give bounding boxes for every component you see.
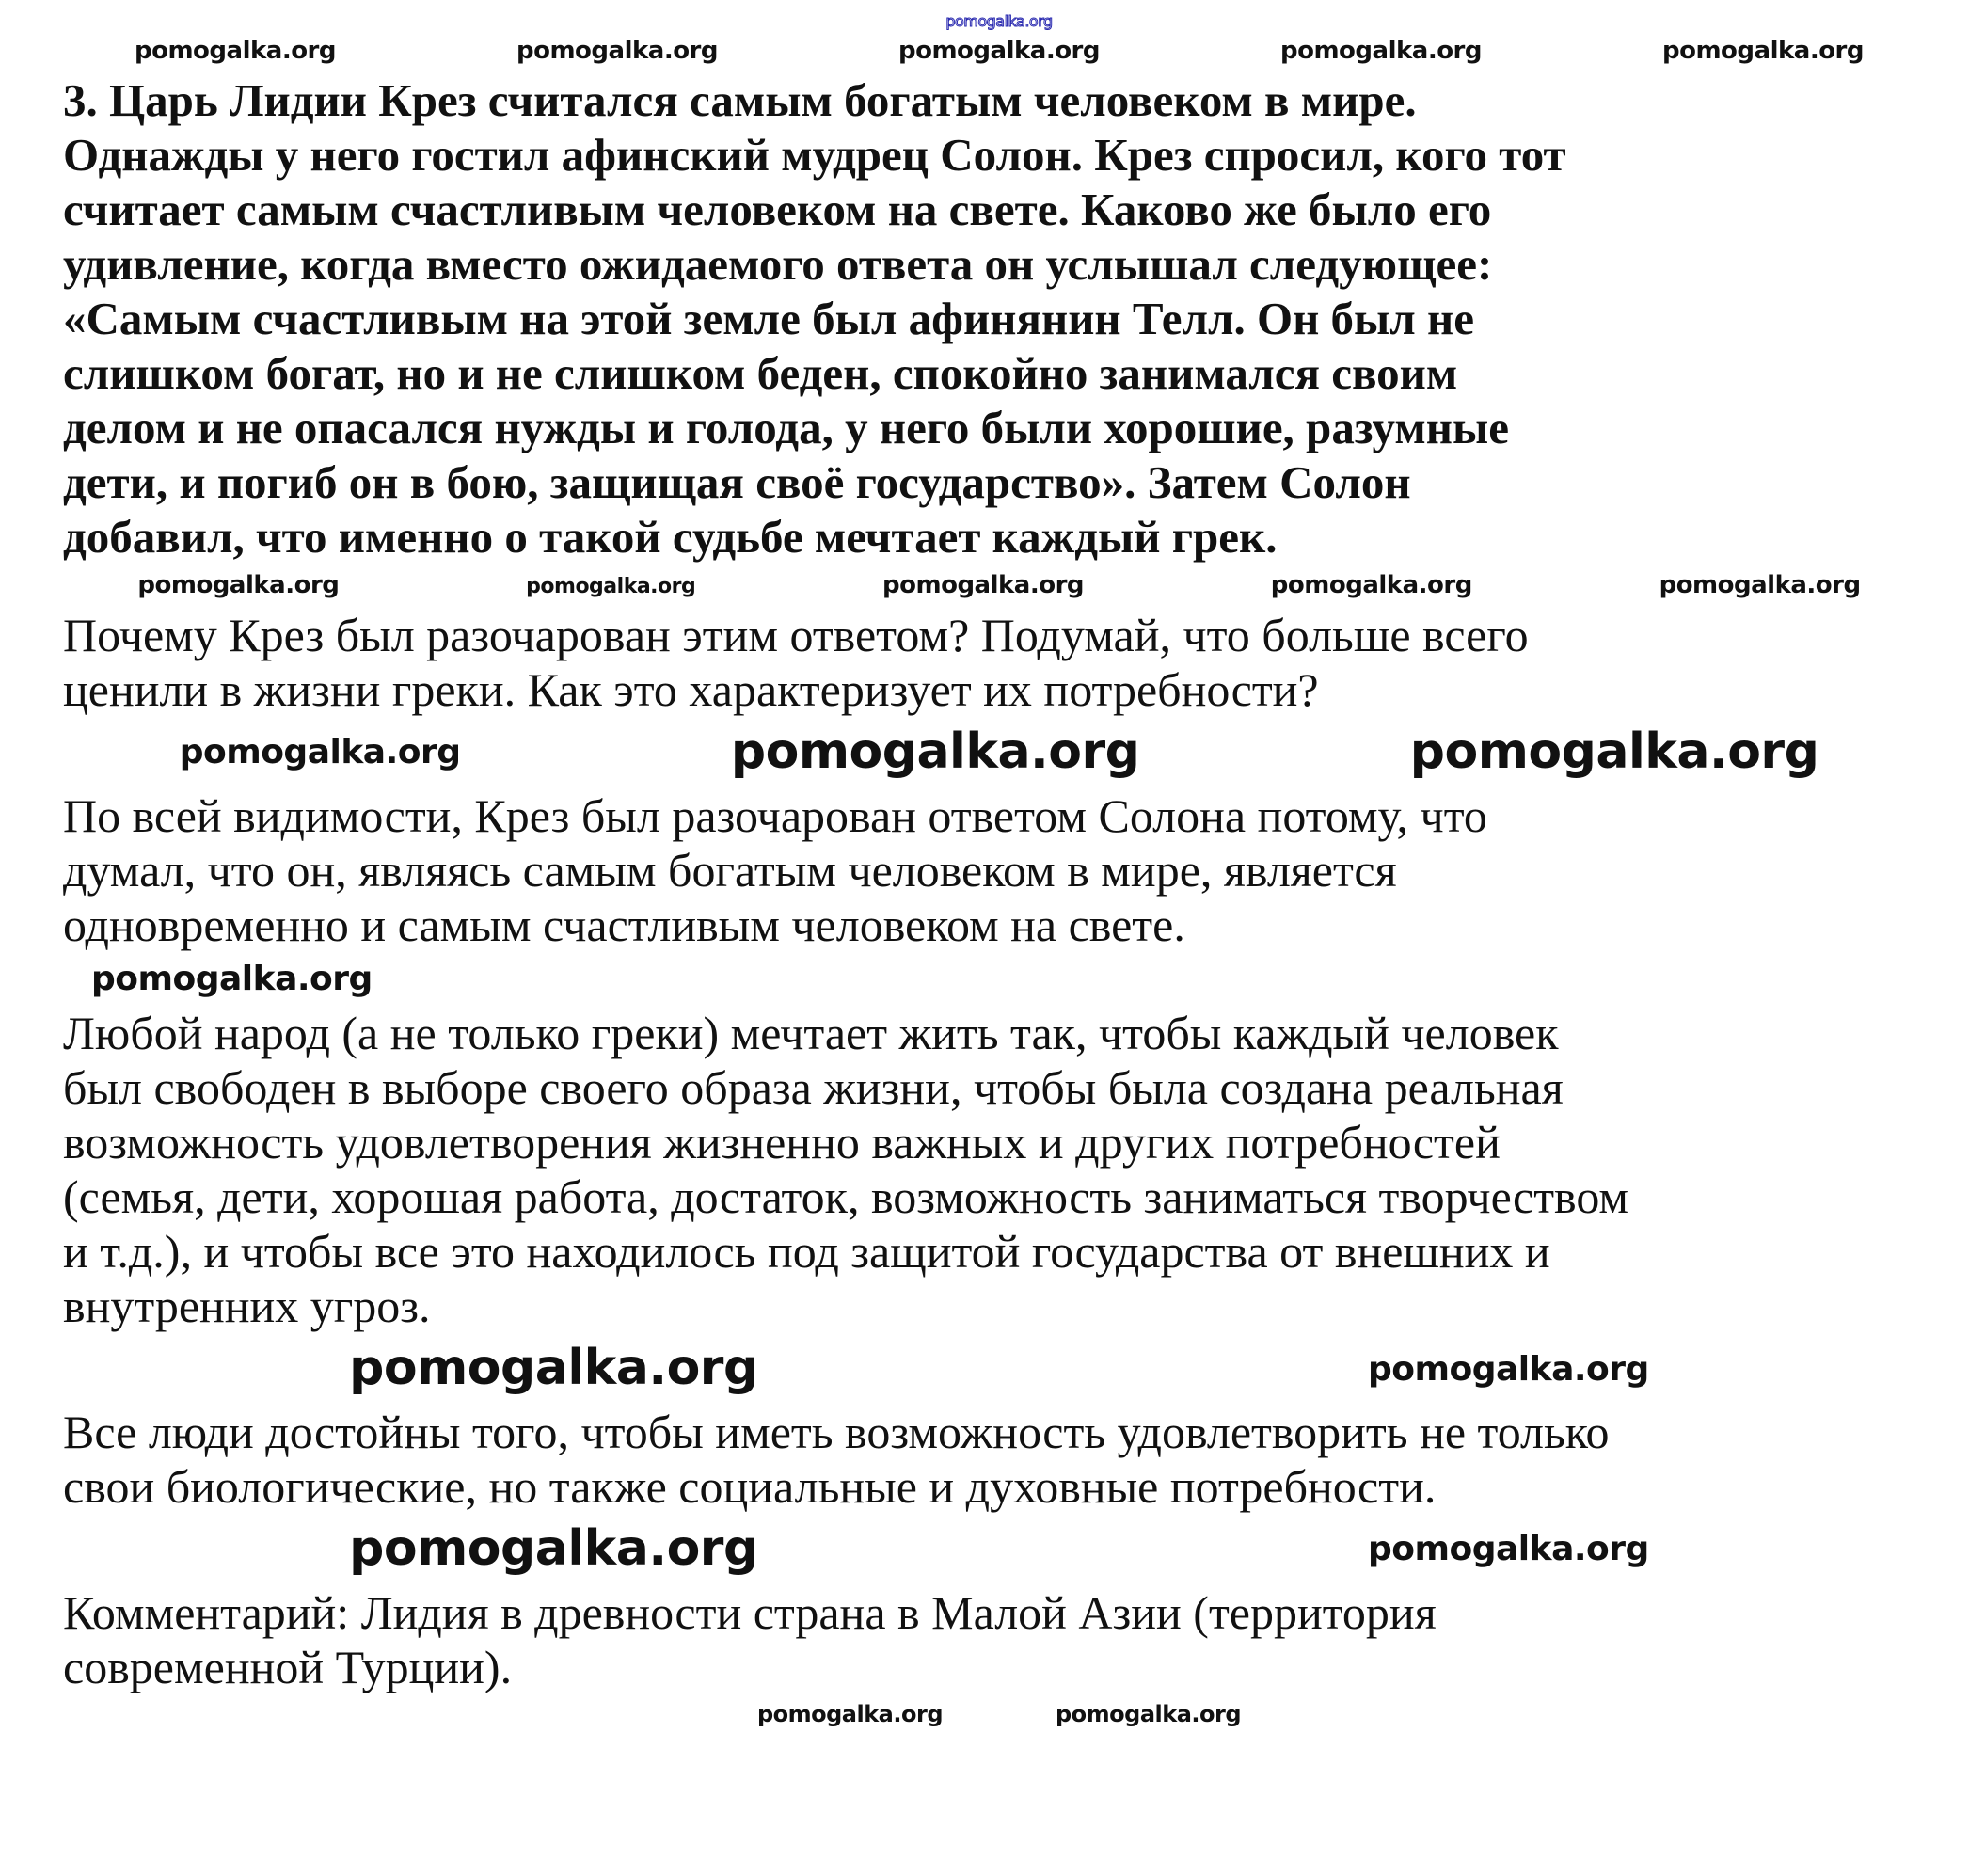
answer-line: (семья, дети, хорошая работа, достаток, возможность заниматься творчеством xyxy=(63,1170,1629,1224)
watermark-row xyxy=(63,1702,1935,1728)
watermark: pomogalka.org xyxy=(91,959,373,998)
comment-line: Комментарий: Лидия в древности страна в Малой Азии (территория xyxy=(63,1585,1437,1639)
watermark: pomogalka.org xyxy=(1270,571,1472,600)
watermark: pomogalka.org xyxy=(730,723,1140,781)
task-text xyxy=(63,73,1935,564)
watermark: pomogalka.org xyxy=(945,12,1053,30)
answer-line: был свободен в выборе своего образа жизни, чтобы была создана реальная xyxy=(63,1061,1564,1115)
watermark: pomogalka.org xyxy=(179,733,461,772)
answer-line: свои биологические, но также социальные и духовные потребности. xyxy=(63,1460,1437,1514)
answer-line: думал, что он, являясь самым богатым человеком в мире, является xyxy=(63,843,1397,897)
comment-line: современной Турции). xyxy=(63,1640,513,1693)
watermark: pomogalka.org xyxy=(349,1520,758,1578)
task-line: Однажды у него гостил афинский мудрец Солон. Крез спросил, кого тот xyxy=(63,129,1566,182)
watermark-row xyxy=(63,1341,1935,1397)
answer-line: По всей видимости, Крез был разочарован ответом Солона потому, что xyxy=(63,788,1487,842)
watermark: pomogalka.org xyxy=(137,571,340,600)
task-line: дети, и погиб он в бою, защищая своё государство». Затем Солон xyxy=(63,456,1411,509)
watermark: pomogalka.org xyxy=(1368,1530,1649,1569)
watermark-row xyxy=(63,13,1935,30)
answer-text xyxy=(63,788,1935,1694)
watermark-row xyxy=(63,572,1935,600)
watermark: pomogalka.org xyxy=(1409,723,1819,781)
watermark: pomogalka.org xyxy=(1659,571,1861,600)
watermark: pomogalka.org xyxy=(756,1700,943,1727)
task-line: 3. Царь Лидии Крез считался самым богатым человеком в мире. xyxy=(63,74,1417,127)
answer-line: возможность удовлетворения жизненно важных и других потребностей xyxy=(63,1116,1501,1169)
watermark-row xyxy=(63,960,1935,998)
watermark: pomogalka.org xyxy=(1279,37,1482,66)
answer-line: внутренних угроз. xyxy=(63,1280,431,1333)
watermark-row xyxy=(63,38,1935,66)
question-line: Почему Крез был разочарован этим ответом? Подумай, что больше всего xyxy=(63,609,1529,662)
answer-line: одновременно и самым счастливым человеком на свете. xyxy=(63,898,1185,951)
task-line: удивление, когда вместо ожидаемого ответа он услышал следующее: xyxy=(63,238,1493,291)
task-line: считает самым счастливым человеком на свете. Каково же было его xyxy=(63,183,1492,236)
watermark: pomogalka.org xyxy=(1056,1700,1242,1727)
task-line: слишком богат, но и не слишком беден, спокойно занимался своим xyxy=(63,347,1458,400)
page xyxy=(63,6,1935,1736)
answer-line: Любой народ (а не только греки) мечтает жить так, чтобы каждый человек xyxy=(63,1007,1559,1060)
watermark: pomogalka.org xyxy=(1368,1349,1649,1389)
watermark: pomogalka.org xyxy=(349,1340,758,1397)
watermark: pomogalka.org xyxy=(134,37,336,66)
task-line: добавил, что именно о такой судьбе мечтает каждый грек. xyxy=(63,511,1278,564)
task-line: «Самым счастливым на этой земле был афинянин Телл. Он был не xyxy=(63,293,1475,345)
watermark: pomogalka.org xyxy=(516,37,718,66)
watermark-row xyxy=(63,1521,1935,1578)
watermark: pomogalka.org xyxy=(1661,37,1864,66)
question-line: ценили в жизни греки. Как это характеризует их потребности? xyxy=(63,663,1319,717)
question-text xyxy=(63,608,1935,717)
task-line: делом и не опасался нужды и голода, у него были хорошие, разумные xyxy=(63,402,1509,454)
answer-line: и т.д.), и чтобы все это находилось под защитой государства от внешних и xyxy=(63,1225,1550,1279)
watermark-row xyxy=(63,724,1935,781)
watermark: pomogalka.org xyxy=(897,37,1100,66)
watermark: pomogalka.org xyxy=(526,574,696,598)
answer-line: Все люди достойны того, чтобы иметь возможность удовлетворить не только xyxy=(63,1406,1610,1459)
watermark: pomogalka.org xyxy=(882,571,1085,600)
